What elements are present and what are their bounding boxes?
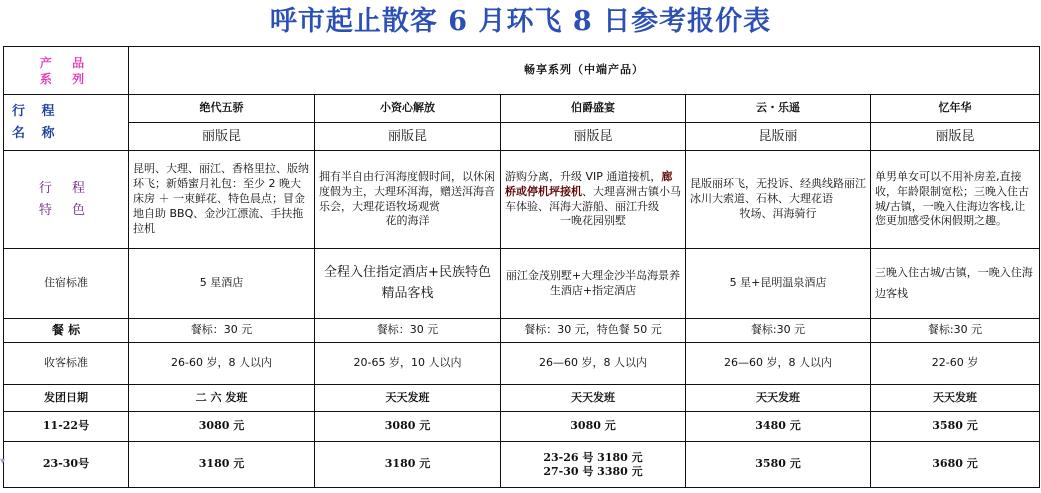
price-table <box>3 46 1040 488</box>
price-value: 3580 元 <box>871 412 1040 442</box>
price-value: 3680 元 <box>871 442 1040 488</box>
route-value: 昆版丽 <box>686 123 871 151</box>
departure-row <box>4 385 1040 412</box>
meal-label: 餐 标 <box>4 319 129 343</box>
price-value: 3480 元 <box>686 412 871 442</box>
guest-row <box>4 343 1040 385</box>
price-value: 3180 元 <box>129 442 315 488</box>
features-row <box>4 151 1040 249</box>
features-text: 昆版丽环飞，无投诉、经典线路丽江冰川大索道、石林、大理花语 牧场、洱海骑行 <box>686 151 871 249</box>
features-text: 昆明、大理、丽江、香格里拉、版纳环飞；新婚蜜月礼包：至少 2 晚大床房 ＋ 一束鲜花、特色晨点；冒金地自助 BBQ、金沙江漂流、手扶拖拉机 <box>129 151 315 249</box>
product-name: 伯爵盛宴 <box>501 95 686 123</box>
meal-value: 餐标：30 元，特色餐 50 元 <box>501 319 686 343</box>
date-range: 11-22号 <box>4 412 129 442</box>
page-title: 呼市起止散客 6 月环飞 8 日参考报价表 <box>269 6 772 37</box>
price-row <box>4 412 1040 442</box>
route-value: 丽版昆 <box>501 123 686 151</box>
price-value: 23-26 号 3180 元 27-30 号 3380 元 <box>501 442 686 488</box>
route-value: 丽版昆 <box>129 123 315 151</box>
departure-value: 天天发班 <box>501 385 686 412</box>
meal-value: 餐标：30 元 <box>315 319 501 343</box>
price-value: 3180 元 <box>315 442 501 488</box>
route-row <box>4 123 1040 151</box>
guest-value: 26-60 岁，8 人以内 <box>129 343 315 385</box>
price-value: 3080 元 <box>315 412 501 442</box>
features-text: 游购分离，升级 VIP 通道接机，廊桥或停机坪接机、大理喜洲古镇小马车体验、洱海大游船、丽江升级 一晚花园别墅 <box>501 151 686 249</box>
features-label: 行 程 特 色 <box>4 151 129 249</box>
departure-value: 二 六 发班 <box>129 385 315 412</box>
departure-label: 发团日期 <box>4 385 129 412</box>
series-name: 畅享系列（中端产品） <box>129 47 1040 95</box>
route-value: 丽版昆 <box>315 123 501 151</box>
departure-value: 天天发班 <box>871 385 1040 412</box>
series-row <box>4 47 1040 95</box>
meal-row <box>4 319 1040 343</box>
accommodation-value: 5 星+昆明温泉酒店 <box>686 249 871 319</box>
route-value: 丽版昆 <box>871 123 1040 151</box>
series-label: 产 品 系 列 <box>4 47 129 95</box>
date-range: 23-30号 <box>4 442 129 488</box>
guest-value: 20-65 岁，10 人以内 <box>315 343 501 385</box>
accommodation-row <box>4 249 1040 319</box>
departure-value: 天天发班 <box>315 385 501 412</box>
guest-label: 收客标准 <box>4 343 129 385</box>
departure-value: 天天发班 <box>686 385 871 412</box>
accommodation-label: 住宿标准 <box>4 249 129 319</box>
features-text: 单男单女可以不用补房差,直接收，年龄限制宽松；三晚入住古城/古镇，一晚入住海边客栈,让您更加感受休闲假期之趣。 <box>871 151 1040 249</box>
product-name: 云・乐遥 <box>686 95 871 123</box>
meal-value: 餐标：30 元 <box>129 319 315 343</box>
row-handle-icon[interactable]: ▾ <box>0 456 6 467</box>
meal-value: 餐标:30 元 <box>871 319 1040 343</box>
meal-value: 餐标:30 元 <box>686 319 871 343</box>
accommodation-value: 全程入住指定酒店+民族特色精品客栈 <box>315 249 501 319</box>
guest-value: 22-60 岁 <box>871 343 1040 385</box>
product-name: 忆年华 <box>871 95 1040 123</box>
product-name: 小资心解放 <box>315 95 501 123</box>
guest-value: 26—60 岁，8 人以内 <box>686 343 871 385</box>
price-value: 3580 元 <box>686 442 871 488</box>
price-value: 3080 元 <box>501 412 686 442</box>
product-name-row <box>4 95 1040 123</box>
route-label: 行 程 名 称 <box>4 95 129 151</box>
product-name: 绝代五骄 <box>129 95 315 123</box>
guest-value: 26—60 岁，8 人以内 <box>501 343 686 385</box>
price-row <box>4 442 1040 488</box>
price-value: 3080 元 <box>129 412 315 442</box>
accommodation-value: 5 星酒店 <box>129 249 315 319</box>
accommodation-value: 丽江金茂别墅+大理金沙半岛海景养生酒店+指定酒店 <box>501 249 686 319</box>
accommodation-value: 三晚入住古城/古镇，一晚入住海边客栈 <box>871 249 1040 319</box>
features-text: 拥有半自由行洱海度假时间，以休闲度假为主，大理环洱海，赠送洱海音乐会，大理花语牧场观赏 花的海洋 <box>315 151 501 249</box>
